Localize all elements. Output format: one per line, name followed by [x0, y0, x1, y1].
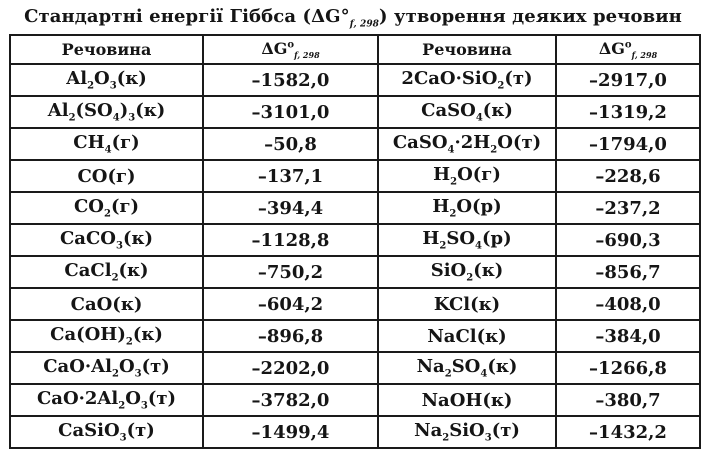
formula-text: ·2H	[454, 132, 491, 154]
formula-text: (р)	[482, 228, 512, 250]
formula-text: SiO	[449, 420, 485, 442]
title-subscript: f, 298	[349, 19, 380, 30]
table-row	[10, 352, 700, 384]
formula-subscript: 3	[134, 368, 142, 380]
formula-subscript: 4	[475, 112, 483, 124]
formula-text: CaSiO	[58, 420, 120, 442]
formula-text: (г)	[111, 132, 140, 154]
gibbs-value-cell-left: –137,1	[203, 160, 378, 192]
gibbs-value-cell-left: –394,4	[203, 192, 378, 224]
formula-text: KCl(к)	[433, 293, 501, 315]
formula-text: (т)	[141, 356, 170, 378]
formula-subscript: 3	[140, 400, 148, 412]
formula-text: CaCO	[59, 228, 116, 250]
gibbs-value-cell-right: –237,2	[556, 192, 700, 224]
formula-text: CaO·Al	[43, 356, 112, 378]
formula-subscript: 2	[87, 80, 95, 92]
formula-subscript: 2	[68, 112, 76, 124]
formula-subscript: 2	[497, 80, 505, 92]
formula-subscript: 2	[450, 176, 458, 188]
formula-text: (SO	[75, 100, 113, 122]
header-substance-right: Речовина	[378, 35, 556, 64]
formula-text: H	[422, 228, 440, 250]
formula-text: (к)	[122, 228, 153, 250]
formula-text: (т)	[147, 388, 177, 410]
gibbs-value-cell-right: –690,3	[556, 224, 700, 256]
header-dg-symbol: ΔG	[598, 38, 625, 58]
formula-subscript: 2	[439, 240, 447, 252]
substance-cell-left	[10, 384, 203, 416]
gibbs-value-cell-left: –3782,0	[203, 384, 378, 416]
formula-subscript: 2	[118, 400, 126, 412]
formula-text: (т)	[504, 68, 533, 90]
header-substance-left: Речовина	[10, 35, 203, 64]
formula-subscript: 3	[119, 432, 127, 444]
substance-cell-left	[10, 352, 203, 384]
formula-text: (к)	[135, 100, 166, 122]
gibbs-value-cell-right: –384,0	[556, 320, 700, 352]
header-dg-subscript: f, 298	[294, 50, 320, 61]
substance-cell-right	[378, 96, 556, 128]
formula-text: CO(г)	[77, 165, 136, 187]
formula-text: NaOH(к)	[421, 389, 513, 411]
formula-subscript: 2	[442, 432, 450, 444]
gibbs-value-cell-left: –50,8	[203, 128, 378, 160]
formula-text: SO	[451, 356, 481, 378]
formula-subscript: 3	[484, 432, 492, 444]
formula-text: SiO	[430, 260, 467, 282]
gibbs-value-cell-right: –1432,2	[556, 416, 700, 448]
substance-cell-right	[378, 320, 556, 352]
table-row	[10, 416, 700, 448]
gibbs-value-cell-left: –3101,0	[203, 96, 378, 128]
substance-cell-right	[378, 416, 556, 448]
formula-text: CaCl	[64, 260, 112, 282]
formula-text: Al	[66, 68, 88, 90]
header-dg-symbol: ΔG	[261, 38, 288, 58]
table-row	[10, 96, 700, 128]
formula-text: (т)	[491, 420, 520, 442]
formula-text: 2CaO·SiO	[401, 68, 498, 90]
formula-text: (т)	[126, 420, 155, 442]
gibbs-value-cell-right: –380,7	[556, 384, 700, 416]
header-dg-superscript: o	[287, 39, 295, 51]
substance-cell-left	[10, 160, 203, 192]
gibbs-value-cell-left: –2202,0	[203, 352, 378, 384]
header-dg-right	[556, 35, 700, 64]
formula-subscript: 4	[447, 144, 455, 156]
gibbs-value-cell-right: –1266,8	[556, 352, 700, 384]
gibbs-value-cell-right: –408,0	[556, 288, 700, 320]
header-dg-left	[203, 35, 378, 64]
substance-cell-left	[10, 128, 203, 160]
substance-cell-right	[378, 384, 556, 416]
table-title	[0, 6, 706, 30]
formula-text: (к)	[132, 324, 163, 346]
substance-cell-right	[378, 256, 556, 288]
gibbs-value-cell-left: –1499,4	[203, 416, 378, 448]
formula-subscript: 3	[109, 80, 117, 92]
substance-cell-left	[10, 64, 203, 96]
substance-cell-right	[378, 224, 556, 256]
formula-subscript: 2	[125, 336, 133, 348]
substance-cell-left	[10, 320, 203, 352]
formula-text: (к)	[116, 68, 147, 90]
gibbs-energy-table	[9, 34, 701, 449]
formula-subscript: 4	[475, 240, 482, 252]
table-row	[10, 128, 700, 160]
formula-subscript: 4	[104, 144, 112, 156]
formula-subscript: 2	[444, 368, 452, 380]
formula-text: (к)	[473, 260, 504, 282]
gibbs-value-cell-left: –896,8	[203, 320, 378, 352]
header-row	[10, 35, 700, 64]
table-row	[10, 224, 700, 256]
formula-text: CaSO	[421, 100, 476, 122]
gibbs-value-cell-left: –750,2	[203, 256, 378, 288]
formula-text: H	[433, 164, 451, 186]
formula-subscript: 4	[480, 368, 488, 380]
substance-cell-left	[10, 224, 203, 256]
formula-text: O(г)	[457, 164, 501, 186]
substance-cell-right	[378, 288, 556, 320]
substance-cell-left	[10, 288, 203, 320]
formula-subscript: 2	[449, 208, 457, 220]
gibbs-value-cell-left: –1582,0	[203, 64, 378, 96]
header-dg-subscript: f, 298	[631, 50, 658, 61]
formula-subscript: 2	[111, 272, 119, 284]
substance-cell-right	[378, 352, 556, 384]
formula-text: (г)	[110, 196, 140, 218]
gibbs-value-cell-left: –604,2	[203, 288, 378, 320]
header-dg-superscript: o	[624, 39, 632, 51]
table-row	[10, 384, 700, 416]
formula-text: CaO(к)	[70, 293, 143, 315]
formula-subscript: 3	[128, 112, 136, 124]
formula-text: CH	[73, 132, 105, 154]
formula-text: Na	[416, 356, 445, 378]
formula-text: O	[94, 68, 110, 90]
formula-subscript: 2	[103, 208, 111, 220]
substance-cell-left	[10, 416, 203, 448]
table-row	[10, 64, 700, 96]
formula-text: Al	[47, 100, 69, 122]
gibbs-value-cell-right: –1794,0	[556, 128, 700, 160]
formula-text: O	[118, 356, 135, 378]
formula-text: O(р)	[456, 196, 502, 218]
substance-cell-left	[10, 192, 203, 224]
substance-cell-right	[378, 192, 556, 224]
title-text-end: ) утворення деяких речовин	[379, 6, 682, 27]
table-row	[10, 192, 700, 224]
formula-text: SO	[446, 228, 476, 250]
formula-text: (к)	[482, 100, 513, 122]
formula-text: (к)	[118, 260, 149, 282]
table-row	[10, 288, 700, 320]
formula-text: Ca(OH)	[50, 324, 126, 346]
formula-text: CaO·2Al	[36, 388, 119, 410]
gibbs-value-cell-right: –228,6	[556, 160, 700, 192]
substance-cell-right	[378, 128, 556, 160]
gibbs-value-cell-right: –1319,2	[556, 96, 700, 128]
substance-cell-right	[378, 160, 556, 192]
table-row	[10, 160, 700, 192]
table-row	[10, 320, 700, 352]
substance-cell-left	[10, 96, 203, 128]
formula-subscript: 4	[112, 112, 120, 124]
table-body	[10, 64, 700, 448]
formula-text: CO	[73, 196, 104, 218]
formula-text: )	[119, 100, 129, 122]
formula-subscript: 3	[115, 240, 123, 252]
title-text-start: Стандартні енергії Гіббса (ΔG°	[24, 6, 350, 27]
formula-text: NaCl(к)	[427, 325, 507, 347]
gibbs-value-cell-right: –856,7	[556, 256, 700, 288]
formula-subscript: 2	[466, 272, 474, 284]
formula-text: CaSO	[392, 132, 448, 154]
gibbs-value-cell-right: –2917,0	[556, 64, 700, 96]
formula-text: H	[432, 196, 450, 218]
formula-text: O	[125, 388, 141, 410]
substance-cell-right	[378, 64, 556, 96]
formula-text: (к)	[487, 356, 518, 378]
formula-subscript: 2	[490, 144, 498, 156]
formula-text: Na	[414, 420, 443, 442]
formula-text: O(т)	[497, 132, 542, 154]
substance-cell-left	[10, 256, 203, 288]
gibbs-value-cell-left: –1128,8	[203, 224, 378, 256]
formula-subscript: 2	[111, 368, 119, 380]
table-row	[10, 256, 700, 288]
